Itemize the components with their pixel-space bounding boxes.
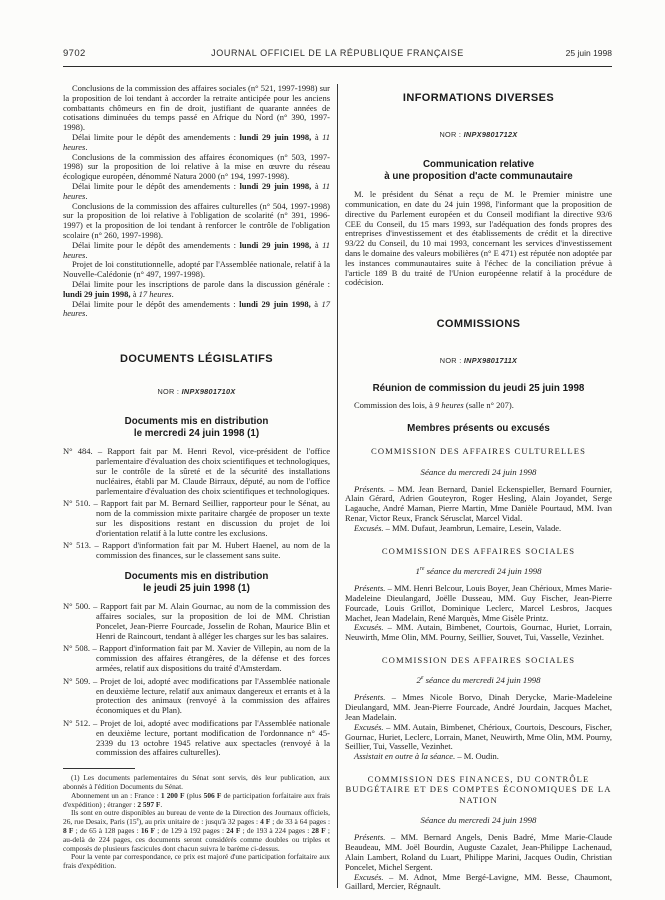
footnote-rule	[63, 768, 135, 769]
distribution-heading-line2: le jeudi 25 juin 1998 (1)	[143, 582, 250, 594]
header-rule	[63, 66, 612, 67]
paragraph: N° 484. – Rapport fait par M. Henri Revol, vice-président de l'office parlementaire d'évaluation des choix scientifiques et technologiques, sur le contrôle de la sûreté et de la sécurité des installations nucléaires, établi par M. Claude Birraux, député, au nom de l'office parlementaire d'évaluation des choix scientifiques et technologiques.	[63, 446, 330, 496]
paragraph: Délai limite pour le dépôt des amendements : lundi 29 juin 1998, à 11 heures.	[63, 131, 331, 152]
membres-heading: Membres présents ou excusés	[407, 422, 550, 434]
section-title-informations-diverses: INFORMATIONS DIVERSES	[402, 92, 555, 104]
paragraph: Excusés. – MM. Dufaut, Jeambrun, Lemaire, Lesein, Valade.	[354, 522, 562, 533]
seance-line: Séance du mercredi 24 juin 1998	[420, 815, 537, 826]
distribution-items-mercredi	[63, 447, 330, 561]
distribution-heading-line1: Documents mis en distribution	[124, 571, 269, 583]
distribution-heading-line1: Documents mis en distribution	[124, 416, 269, 428]
paragraph: N° 513. – Rapport d'information fait par M. Hubert Haenel, au nom de la commission des finances, sur le classement sans suite.	[63, 540, 330, 561]
paragraph: Conclusions de la commission des affaires sociales (n° 521, 1997-1998) sur la proposition de loi tendant à accorder la retraite anticipée pour les anciens combattants chômeurs en fin de droit, justifiant de quarante années de cotisations diminuées du temps passé en Afrique du Nord (n° 390, 1997-1998).	[63, 83, 330, 133]
paragraph: Présents. – MM. Henri Belcour, Louis Boyer, Jean Chérioux, Mmes Marie-Madeleine Dieulangard, Joëlle Dusseau, MM. Guy Fischer, Jean-Pierre Fourcade, Louis Grillot, Dominique Leclerc, Marcel Lesbros, Jacques Machet, Jean Madelain, René Marquès, Mme Gisèle Printz.	[345, 583, 612, 623]
commission-name: COMMISSION DES FINANCES, DU CONTRÔLE BUDGÉTAIRE ET DES COMPTES ÉCONOMIQUES DE LA NATION	[345, 773, 612, 805]
communication-heading	[345, 159, 612, 182]
paragraph: N° 500. – Rapport fait par M. Alain Gournac, au nom de la commission des affaires sociales, sur la proposition de loi de MM. Christian Poncelet, Jean-Pierre Fourcade, Josselin de Rohan, Maurice Blin et Henri de Raincourt, tendant à alléger les charges sur les bas salaires.	[63, 601, 330, 641]
communication-heading-line1: Communication relative	[422, 159, 535, 170]
nor-line-informations: NOR : INPX9801712X	[439, 130, 518, 139]
column-divider	[337, 84, 338, 888]
paragraph: (1) Les documents parlementaires du Sénat sont servis, dès leur publication, aux abonnés à l'édition Documents du Sénat.	[63, 773, 330, 792]
page-body	[63, 84, 612, 892]
paragraph: Ils sont en outre disponibles au bureau de vente de la Direction des Journaux officiels, 26, rue Desaix, Paris (15e), au prix unitaire de : jusqu'à 32 pages : 4 F ; de 33 à 64 pages : 8 F ; de 65 à 128 pages : 16 F ; de 129 à 192 pages : 24 F ; de 193 à 224 pages : 28 F ; au-delà de 224 pages, ces documents seront considérés comme doubles ou triples et composés de plusieurs fascicules dont chacun suivra le barème ci-dessus.	[63, 808, 331, 853]
commission-name: COMMISSION DES AFFAIRES SOCIALES	[381, 545, 576, 556]
reunion-heading: Réunion de commission du jeudi 25 juin 1998	[372, 383, 585, 395]
section-title-documents-legislatifs: DOCUMENTS LÉGISLATIFS	[119, 353, 274, 366]
paragraph: Présents. – MM. Jean Bernard, Daniel Eckenspieller, Bernard Fournier, Alain Gérard, Adrien Gouteyron, Roger Hesling, Alain Joyandet, Serge Lagauche, André Maman, Pierre Martin, Mme Danièle Pourtaud, MM. Ivan Renar, Victor Reux, Franck Sérusclat, Marcel Vidal.	[345, 483, 612, 524]
commission-paragraphs	[345, 485, 612, 534]
paragraph: Commission des lois, à 9 heures (salle n° 207).	[354, 399, 514, 410]
issue-date: 25 juin 1998	[565, 48, 612, 58]
commission-paragraphs	[345, 833, 612, 892]
commission-paragraphs	[345, 584, 612, 643]
paragraph: Présents. – MM. Bernard Angels, Denis Badré, Mme Marie-Claude Beaudeau, MM. Joël Bourdin, Auguste Cazalet, Jean-Philippe Lachenaud, Alain Lambert, Roland du Luart, Philippe Marini, Jacques Oudin, Christian Poncelet, Michel Sergent.	[345, 832, 612, 872]
paragraph: Délai limite pour les inscriptions de parole dans la discussion générale : lundi 29 juin 1998, à 17 heures.	[63, 278, 330, 299]
paragraph: M. le président du Sénat a reçu de M. le Premier ministre une communication, en date du 24 juin 1998, l'informant que la proposition de directive du Parlement européen et du Conseil modifiant la directive 93/6 CEE du Conseil, du 15 mars 1993, sur l'adéquation des fonds propres des entreprises d'investissement et des établissements de crédit et la directive 93/22 du Conseil, du 10 mai 1993, concernant les services d'investissement dans le domaine des valeurs mobilières (n° E 471) est réputée non adoptée par les instances communautaires suite à l'échec de la conciliation prévue à l'article 189 B du traité de l'Union européenne relatif à la procédure de codécision.	[345, 189, 612, 288]
nor-line-commissions: NOR : INPX9801711X	[439, 356, 518, 366]
communication-heading-line2: à une proposition d'acte communautaire	[384, 170, 573, 182]
paragraph: Conclusions de la commission des affaires économiques (n° 503, 1997-1998) sur la proposition de loi relative à la mise en œuvre du réseau écologique européen, dénommé Natura 2000 (n° 194, 1997-1998).	[63, 151, 330, 182]
paragraph: Abonnement un an : France : 1 200 F (plus 506 F de participation forfaitaire aux frais d'expédition) ; étranger : 2 597 F.	[63, 790, 330, 809]
paragraph: N° 508. – Rapport d'information fait par M. Xavier de Villepin, au nom de la commission des affaires étrangères, de la défense et des forces armées, relatif aux dispositions du traité d'Amsterdam.	[63, 643, 330, 674]
reunion-paragraph	[345, 401, 612, 411]
seance-line: 1re séance du mercredi 24 juin 1998	[415, 566, 542, 577]
paragraph: Délai limite pour le dépôt des amendements : lundi 29 juin 1998, à 11 heures.	[63, 239, 331, 260]
section-title-commissions: COMMISSIONS	[436, 318, 521, 331]
paragraph: Présents. – Mmes Nicole Borvo, Dinah Derycke, Marie-Madeleine Dieulangard, MM. Jean-Pierre Fourcade, André Jourdain, Jacques Machet, Jean Madelain.	[345, 692, 612, 722]
commission-paragraphs	[345, 693, 612, 762]
footnote-block	[63, 774, 330, 871]
distribution-items-jeudi	[63, 602, 330, 758]
page-number: 9702	[63, 48, 86, 59]
commission-section-finances	[345, 774, 612, 892]
paragraph: Assistait en outre à la séance. – M. Oudin.	[354, 751, 499, 762]
distribution-heading-line2: le mercredi 24 juin 1998 (1)	[133, 427, 260, 439]
agenda-paragraphs	[63, 84, 330, 319]
paragraph: Délai limite pour le dépôt des amendements : lundi 29 juin 1998, à 17 heures.	[63, 298, 330, 319]
paragraph: N° 509. – Projet de loi, adopté avec modifications par l'Assemblée nationale en deuxième lecture, relatif aux animaux dangereux et errants et à la protection des animaux (renvoyé à la commission des affaires économiques et du Plan).	[63, 675, 330, 716]
paragraph: N° 512. – Projet de loi, adopté avec modifications par l'Assemblée nationale en deuxième lecture, portant modification de l'ordonnance n° 45-2339 du 13 octobre 1945 relative aux spectacles (renvoyé à la commission des affaires culturelles).	[63, 718, 330, 758]
distribution-heading-jeudi	[63, 571, 330, 594]
paragraph: Conclusions de la commission des affaires culturelles (n° 504, 1997-1998) sur la proposition de loi relative à l'obligation de scolarité (n° 391, 1996-1997) et la proposition de loi tendant à renforcer le contrôle de l'obligation scolaire (n° 260, 1997-1998).	[63, 200, 330, 240]
seance-line: 2e séance du mercredi 24 juin 1998	[416, 675, 541, 686]
commission-section-sociales-2	[345, 655, 612, 762]
page-header	[63, 48, 612, 59]
paragraph: Excusés. – MM. Autain, Bimbenet, Chérioux, Courtois, Descours, Fischer, Gournac, Huriet, Leclerc, Lorrain, Manet, Neuwirth, Mme Olin, MM. Pourny, Seillier, Tui, Vasselle, Vezinhet.	[345, 721, 612, 752]
paragraph: N° 510. – Rapport fait par M. Bernard Seillier, rapporteur pour le Sénat, au nom de la commission mixte paritaire chargée de proposer un texte sur les dispositions restant en discussion du projet de loi d'orientation relatif à la lutte contre les exclusions.	[63, 498, 330, 538]
paragraph: Excusés. – M. Adnot, Mme Bergé-Lavigne, MM. Besse, Chaumont, Gaillard, Mercier, Régnault.	[345, 871, 612, 892]
commission-name: COMMISSION DES AFFAIRES CULTURELLES	[371, 446, 586, 457]
paragraph: Projet de loi constitutionnelle, adopté par l'Assemblée nationale, relatif à la Nouvelle-Calédonie (n° 497, 1997-1998).	[63, 259, 330, 280]
paragraph: Excusés. – MM. Autain, Bimbenet, Courtois, Gournac, Huriet, Lorrain, Neuwirth, Mme Olin, MM. Pourny, Seillier, Souvet, Tui, Vasselle, Vezinhet.	[345, 622, 612, 643]
paragraph: Pour la vente par correspondance, ce prix est majoré d'une participation forfaitaire aux frais d'expédition.	[63, 852, 330, 871]
commission-section-culturelles	[345, 446, 612, 533]
seance-line: Séance du mercredi 24 juin 1998	[420, 466, 537, 477]
distribution-heading-mercredi	[63, 416, 330, 439]
commission-name: COMMISSION DES AFFAIRES SOCIALES	[381, 654, 576, 665]
commission-section-sociales-1	[345, 546, 612, 643]
communication-body	[345, 190, 612, 288]
nor-line-legislatifs: NOR : INPX9801710X	[157, 387, 236, 397]
left-column	[63, 84, 330, 871]
journal-title: JOURNAL OFFICIEL DE LA RÉPUBLIQUE FRANÇAISE	[211, 48, 464, 58]
paragraph: Délai limite pour le dépôt des amendements : lundi 29 juin 1998, à 11 heures.	[63, 180, 331, 201]
right-column	[345, 84, 612, 892]
